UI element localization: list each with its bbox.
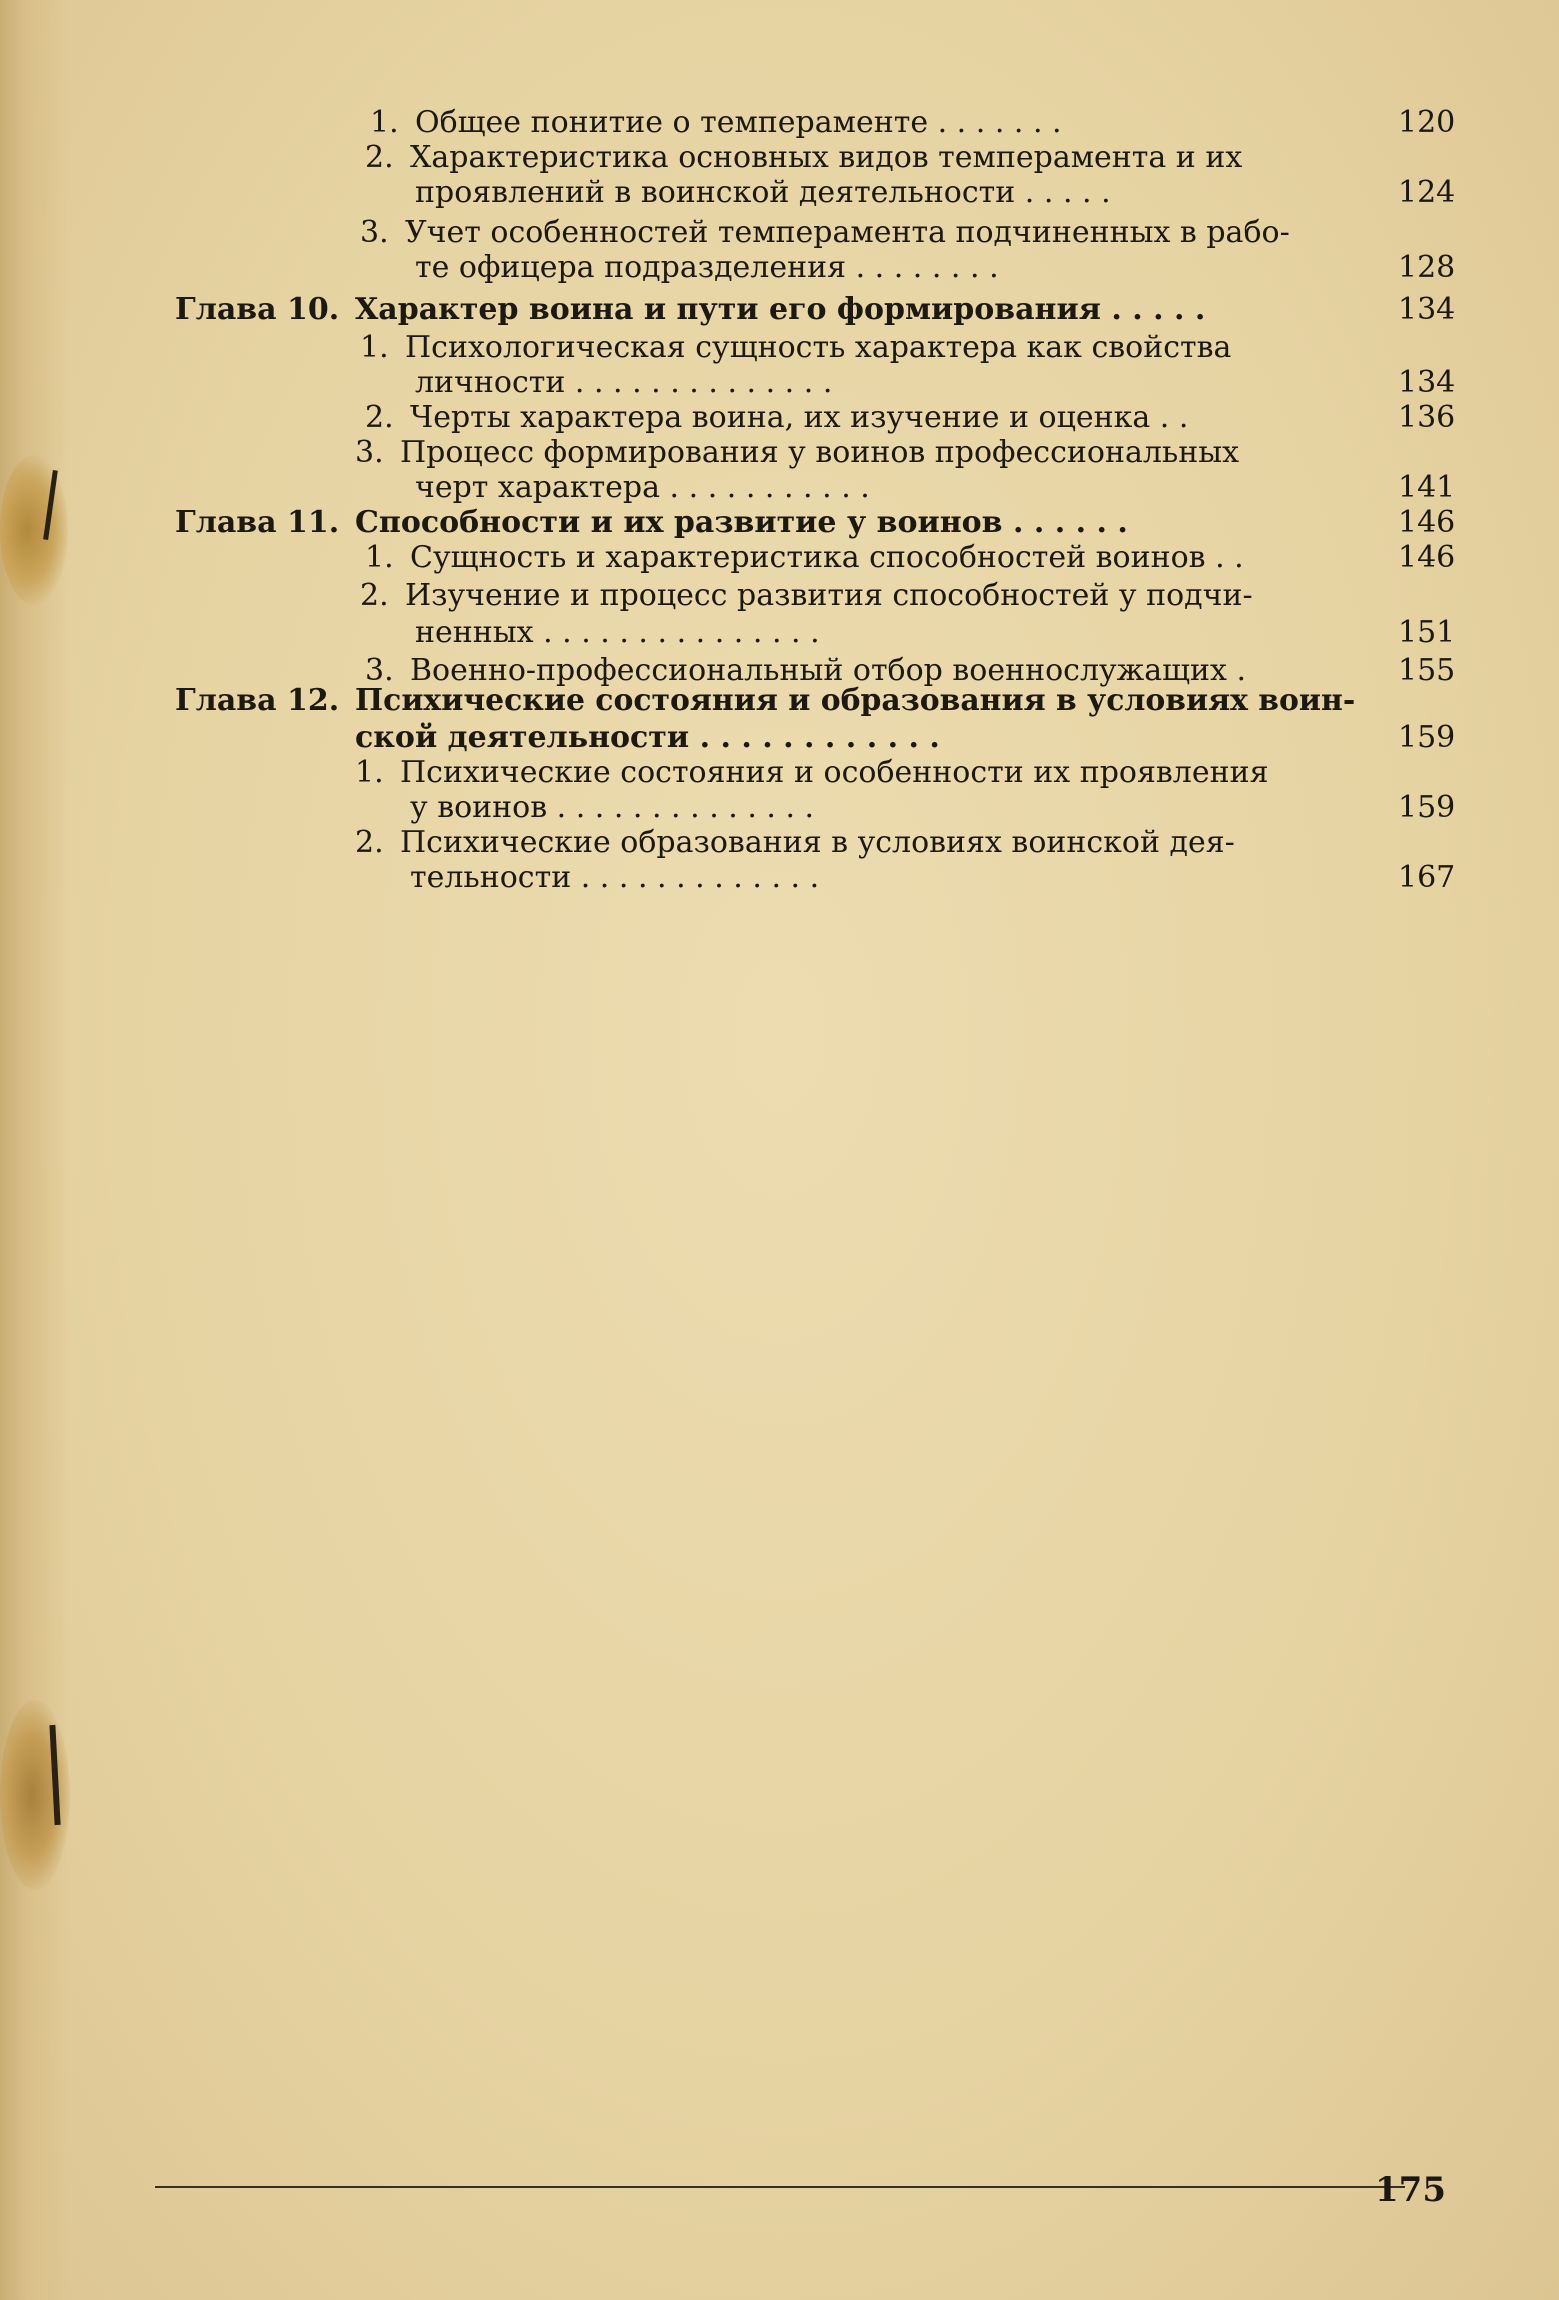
toc-row-page: 136: [1398, 400, 1456, 435]
toc-row: [0, 140, 1559, 178]
page-number: 175: [1375, 2170, 1446, 2210]
toc-row-prefix: 3.: [365, 653, 394, 688]
toc-row-title: Общее понитие о темпераменте . . . . . . .: [415, 105, 1062, 140]
toc-row: [0, 215, 1559, 253]
toc-row-title: Способности и их развитие у воинов . . . . . .: [355, 505, 1128, 540]
toc-row-page: 124: [1398, 175, 1456, 210]
toc-row-title: проявлений в воинской деятельности . . . . .: [415, 175, 1111, 210]
toc-row-title: ненных . . . . . . . . . . . . . . .: [415, 615, 820, 650]
toc-row-title: Психологическая сущность характера как свойства: [405, 330, 1232, 365]
toc-row: [0, 578, 1559, 616]
toc-row: [0, 292, 1559, 330]
toc-row-title: у воинов . . . . . . . . . . . . . .: [410, 790, 815, 825]
toc-row: [0, 105, 1559, 143]
toc-row-prefix: 1.: [365, 540, 394, 575]
toc-row: [0, 755, 1559, 793]
toc-row-title: ской деятельности . . . . . . . . . . . .: [355, 720, 940, 755]
toc-row: [0, 365, 1559, 403]
toc-row-title: Психические образования в условиях воинской дея-: [400, 825, 1235, 860]
paper-stain-bottom: [0, 1700, 70, 1890]
toc-row-title: Характеристика основных видов темперамента и их: [410, 140, 1243, 175]
toc-row-page: 128: [1398, 250, 1456, 285]
toc-row-page: 141: [1398, 470, 1456, 505]
toc-row-prefix: 1.: [355, 755, 384, 790]
toc-row: [0, 540, 1559, 578]
toc-row-prefix: 2.: [365, 140, 394, 175]
toc-row-title: Психические состояния и особенности их проявления: [400, 755, 1269, 790]
toc-row: [0, 175, 1559, 213]
toc-row-page: 146: [1398, 540, 1456, 575]
toc-row: [0, 720, 1559, 758]
toc-row-title: черт характера . . . . . . . . . . .: [415, 470, 870, 505]
toc-row-page: 155: [1398, 653, 1456, 688]
toc-row-page: 151: [1398, 615, 1456, 650]
toc-row-prefix: 1.: [370, 105, 399, 140]
toc-row: [0, 825, 1559, 863]
toc-row-prefix: 1.: [360, 330, 389, 365]
toc-row-prefix: Глава 12.: [175, 683, 340, 718]
toc-row: [0, 435, 1559, 473]
toc-row-prefix: 2.: [360, 578, 389, 613]
toc-row-title: Учет особенностей темперамента подчиненных в рабо-: [405, 215, 1290, 250]
toc-row-page: 134: [1398, 292, 1456, 327]
toc-row-title: Психические состояния и образования в условиях воин-: [355, 683, 1356, 718]
toc-row-prefix: 2.: [355, 825, 384, 860]
toc-row-title: личности . . . . . . . . . . . . . .: [415, 365, 833, 400]
toc-row: [0, 790, 1559, 828]
toc-row-prefix: 3.: [355, 435, 384, 470]
toc-row-prefix: 2.: [365, 400, 394, 435]
toc-row-title: Характер воина и пути его формирования . . . . .: [355, 292, 1206, 327]
toc-row: [0, 470, 1559, 508]
toc-row-prefix: Глава 10.: [175, 292, 340, 327]
toc-row-title: Черты характера воина, их изучение и оценка . .: [410, 400, 1189, 435]
footer-rule: [155, 2186, 1405, 2188]
table-of-contents: [0, 0, 1559, 900]
toc-row-prefix: 3.: [360, 215, 389, 250]
toc-row-title: тельности . . . . . . . . . . . . .: [410, 860, 820, 895]
toc-row-title: Процесс формирования у воинов профессиональных: [400, 435, 1240, 470]
toc-row: [0, 250, 1559, 288]
toc-row-page: 159: [1398, 790, 1456, 825]
toc-row-title: Изучение и процесс развития способностей у подчи-: [405, 578, 1253, 613]
toc-row: [0, 860, 1559, 898]
toc-row-page: 167: [1398, 860, 1456, 895]
toc-row-title: Военно-профессиональный отбор военнослужащих .: [410, 653, 1247, 688]
toc-row: [0, 615, 1559, 653]
toc-row-page: 146: [1398, 505, 1456, 540]
toc-row-title: те офицера подразделения . . . . . . . .: [415, 250, 999, 285]
toc-row: [0, 505, 1559, 543]
toc-row-prefix: Глава 11.: [175, 505, 340, 540]
toc-row: [0, 683, 1559, 721]
toc-row: [0, 400, 1559, 438]
toc-row-page: 134: [1398, 365, 1456, 400]
toc-row-page: 159: [1398, 720, 1456, 755]
toc-row-title: Сущность и характеристика способностей воинов . .: [410, 540, 1244, 575]
toc-row-page: 120: [1398, 105, 1456, 140]
toc-row: [0, 330, 1559, 368]
